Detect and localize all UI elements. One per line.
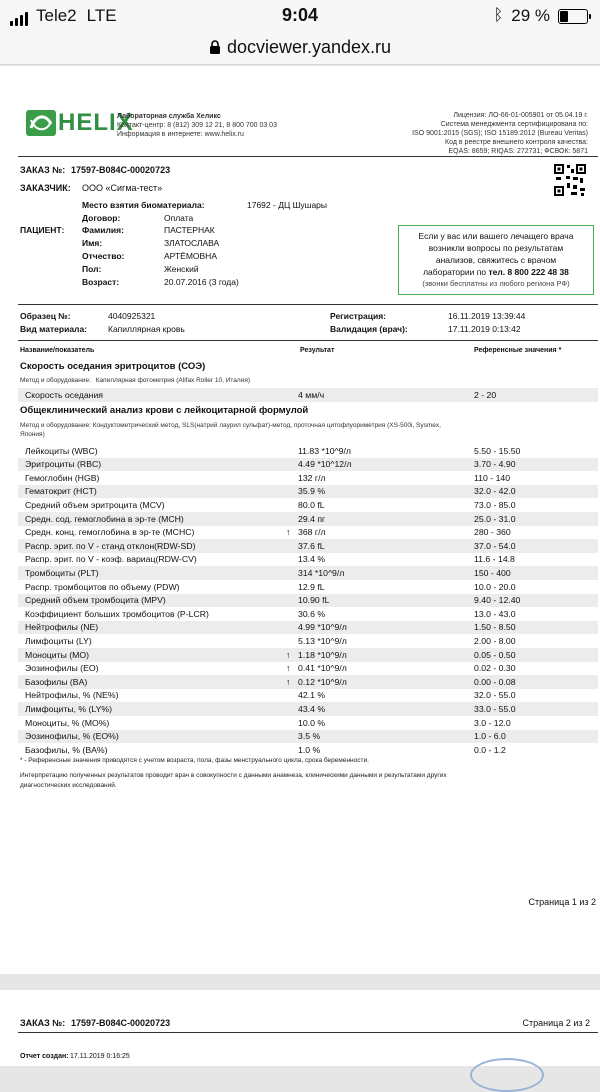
result-row [18, 662, 598, 676]
field-label: Место взятия биоматериала: [82, 200, 205, 210]
test-name: Нейтрофилы, % (NE%) [25, 690, 119, 701]
lab-phone: Контакт-центр: 8 (812) 309 12 21, 8 800 700 03 03 [117, 122, 277, 129]
test-name: Распр. эрит. по V - коэф. вариац(RDW-CV) [25, 554, 197, 565]
test-name: Лимфоциты, % (LY%) [25, 703, 113, 714]
sample-id: 4040925321 [108, 311, 156, 321]
result-value: 35.9 % [298, 486, 326, 497]
result-value: 42.1 % [298, 690, 326, 701]
result-value: 43.4 % [298, 703, 326, 714]
column-name-header: Название/показатель [20, 347, 95, 354]
result-value: 1.18 *10^9/л [298, 649, 347, 660]
test-name: Распр. эрит. по V - станд отклон(RDW-SD) [25, 540, 196, 551]
reference-range: 32.0 - 42.0 [474, 486, 516, 497]
test-name: Средн. сод. гемоглобина в эр-те (MCH) [25, 513, 184, 524]
status-bar [0, 0, 600, 30]
registration-label: Регистрация: [330, 311, 387, 321]
notice-text: (звонки бесплатны из любого региона РФ) [422, 279, 570, 288]
field-label: Фамилия: [82, 225, 124, 235]
validation-value: 17.11.2019 0:13:42 [448, 324, 521, 334]
result-value: 29.4 пг [298, 513, 326, 524]
lab-license [412, 111, 588, 156]
result-row [18, 458, 598, 472]
order-label: ЗАКАЗ №: [20, 165, 66, 175]
url-text: docviewer.yandex.ru [226, 36, 392, 57]
lab-logo-text: HELIX [58, 109, 134, 136]
divider [18, 1032, 598, 1033]
qr-code-icon [553, 163, 587, 197]
order-number: 17597-B084C-00020723 [71, 165, 171, 175]
result-row [18, 648, 598, 662]
esr-section-title: Скорость оседания эритроцитов (СОЭ) [20, 361, 206, 372]
test-name: Скорость оседания [25, 389, 104, 400]
result-row [18, 675, 598, 689]
test-name: Средний объем тромбоцита (MPV) [25, 595, 166, 606]
created-label: Отчет создан: [20, 1053, 69, 1060]
license-line: Система менеджмента сертифицирована по: [440, 121, 588, 128]
order-label: ЗАКАЗ №: [20, 1018, 66, 1028]
result-value: 5.13 *10^9/л [298, 635, 347, 646]
result-value: 0.12 *10^9/л [298, 676, 347, 687]
result-flag: ↑ [286, 676, 291, 687]
field-value: ЗЛАТОСЛАВА [164, 238, 220, 248]
reference-range: 1.50 - 8.50 [474, 622, 516, 633]
stamp-icon [470, 1058, 544, 1092]
test-name: Гемоглобин (HGB) [25, 472, 100, 483]
method-text: Япония) [20, 431, 45, 438]
field-value: 17692 - ДЦ Шушары [247, 200, 328, 210]
result-value: 30.6 % [298, 608, 326, 619]
reference-range: 9.40 - 12.40 [474, 595, 521, 606]
reference-range: 32.0 - 55.0 [474, 690, 516, 701]
method-label: Метод и оборудование: [20, 422, 91, 429]
field-value: АРТЁМОВНА [164, 251, 217, 261]
test-name: Средн. конц. гемоглобина в эр-те (MCHC) [25, 527, 195, 538]
result-row [18, 689, 598, 703]
divider [18, 304, 598, 305]
test-name: Лимфоциты (LY) [25, 635, 92, 646]
result-value: 3.5 % [298, 731, 321, 742]
result-row [18, 743, 598, 757]
test-name: Эозинофилы, % (EO%) [25, 731, 119, 742]
validation-label: Валидация (врач): [330, 324, 408, 334]
result-flag: ↑ [286, 663, 291, 674]
network-type: LTE [86, 6, 117, 25]
result-value: 13.4 % [298, 554, 326, 565]
divider [18, 156, 598, 157]
battery-percent: 29 % [511, 6, 550, 25]
reference-range: 1.0 - 6.0 [474, 731, 506, 742]
license-line: Лицензия: ЛО-66-01-005901 от 05.04.19 г. [453, 112, 588, 119]
result-row [18, 512, 598, 526]
reference-range: 13.0 - 43.0 [474, 608, 516, 619]
result-row [18, 471, 598, 485]
reference-range: 0.05 - 0.50 [474, 649, 516, 660]
test-name: Тромбоциты (PLT) [25, 567, 99, 578]
doctor-notice-box [398, 225, 594, 295]
field-label: Отчество: [82, 251, 125, 261]
field-label: Имя: [82, 238, 103, 248]
cbc-method [20, 421, 441, 439]
result-row [18, 566, 598, 580]
result-row [18, 485, 598, 499]
result-value: 37.6 fL [298, 540, 325, 551]
result-row [18, 716, 598, 730]
battery-icon [558, 9, 588, 24]
column-result-header: Результат [300, 347, 335, 354]
lab-website: Информация в интернете: www.helix.ru [117, 131, 244, 138]
test-name: Распр. тромбоцитов по объему (PDW) [25, 581, 180, 592]
test-name: Моноциты (MO) [25, 649, 90, 660]
registration-value: 16.11.2019 13:39:44 [448, 311, 526, 321]
page-number: Страница 2 из 2 [522, 1018, 590, 1028]
divider [18, 340, 598, 341]
result-row [18, 388, 598, 402]
result-row [18, 580, 598, 594]
column-ref-header: Референсные значения * [474, 347, 562, 354]
lock-icon [209, 40, 221, 55]
result-value: 10.90 fL [298, 595, 330, 606]
notice-text: возникли вопросы по результатам [428, 243, 564, 253]
client-name: ООО «Сигма-тест» [82, 183, 163, 193]
notice-text: анализов, свяжитесь с врачом [435, 255, 557, 265]
reference-range: 0.0 - 1.2 [474, 744, 506, 755]
result-row [18, 526, 598, 540]
reference-range: 5.50 - 15.50 [474, 445, 521, 456]
field-value: ПАСТЕРНАК [164, 225, 215, 235]
result-value: 4.49 *10^12/л [298, 459, 352, 470]
result-row [18, 444, 598, 458]
material-label: Вид материала: [20, 324, 88, 334]
result-value: 4.99 *10^9/л [298, 622, 347, 633]
sample-id-label: Образец №: [20, 311, 71, 321]
carrier-name: Tele2 [36, 6, 77, 25]
reference-range: 110 - 140 [474, 472, 511, 483]
license-line: ISO 9001:2015 (SGS); ISO 15189:2012 (Bureau Veritas) [412, 130, 588, 137]
test-name: Эозинофилы (EO) [25, 663, 99, 674]
test-name: Нейтрофилы (NE) [25, 622, 99, 633]
result-row [18, 594, 598, 608]
reference-range: 0.00 - 0.08 [474, 676, 516, 687]
result-row [18, 498, 598, 512]
result-row [18, 730, 598, 744]
reference-range: 280 - 360 [474, 527, 511, 538]
interpretation-text: Интерпретацию полученных результатов проводит врач в совокупности с данными анамнеза, клиническими данными и результатами других [20, 772, 447, 779]
result-value: 80.0 fL [298, 499, 325, 510]
method-text: Кондуктометрический метод, SLS(натрий лаурил сульфат)-метод, проточная цитофлуориметрия (XS-500i, Sysmex, [92, 422, 441, 429]
reference-range: 2.00 - 8.00 [474, 635, 516, 646]
test-name: Эритроциты (RBC) [25, 459, 102, 470]
lab-contacts [117, 112, 277, 139]
result-row [18, 539, 598, 553]
reference-range: 73.0 - 85.0 [474, 499, 516, 510]
reference-range: 2 - 20 [474, 389, 497, 400]
result-value: 314 *10^9/л [298, 567, 345, 578]
result-value: 368 г/л [298, 527, 326, 538]
field-value: Женский [164, 264, 199, 274]
method-text: Капиллярная фотометрия (Alifax Roller 10, Италия) [95, 377, 251, 384]
document-page-2 [0, 990, 600, 1066]
document-page-1 [0, 66, 600, 974]
reference-range: 3.70 - 4.90 [474, 459, 516, 470]
test-name: Лейкоциты (WBC) [25, 445, 98, 456]
field-value: 20.07.2016 (3 года) [164, 277, 239, 287]
interpretation-text: диагностических исследований. [20, 782, 117, 789]
helix-logo-icon [26, 110, 56, 136]
result-value: 4 мм/ч [298, 389, 325, 400]
result-value: 1.0 % [298, 744, 321, 755]
result-value: 11.83 *10^9/л [298, 445, 351, 456]
notice-text: Если у вас или вашего лечащего врача [418, 231, 574, 241]
notice-phone: тел. 8 800 222 48 38 [488, 267, 569, 277]
field-value: Оплата [164, 213, 194, 223]
reference-range: 37.0 - 54.0 [474, 540, 516, 551]
test-name: Средний объем эритроцита (MCV) [25, 499, 165, 510]
field-label: Пол: [82, 264, 102, 274]
result-value: 0.41 *10^9/л [298, 663, 347, 674]
bluetooth-icon: ᛒ [493, 7, 504, 24]
address-bar[interactable] [0, 30, 600, 65]
test-name: Коэффициент больших тромбоцитов (P-LCR) [25, 608, 209, 619]
result-row [18, 621, 598, 635]
field-label: Возраст: [82, 277, 120, 287]
material-value: Капиллярная кровь [108, 324, 185, 334]
test-name: Базофилы (BA) [25, 676, 88, 687]
result-flag: ↑ [286, 527, 291, 538]
reference-range: 150 - 400 [474, 567, 511, 578]
method-label: Метод и оборудование: [20, 377, 91, 384]
interpretation-note [20, 771, 447, 791]
lab-name: Лабораторная служба Хеликс [117, 113, 221, 120]
result-row [18, 607, 598, 621]
result-row [18, 634, 598, 648]
ref-footnote: * - Референсные значения приводятся с учетом возраста, пола, фазы менструального цикла, срока беременности. [20, 757, 369, 764]
test-name: Гематокрит (HCT) [25, 486, 97, 497]
esr-method [20, 377, 250, 384]
reference-range: 3.0 - 12.0 [474, 717, 511, 728]
cbc-section-title: Общеклинический анализ крови с лейкоцитарной формулой [20, 405, 309, 416]
result-row [18, 702, 598, 716]
patient-label: ПАЦИЕНТ: [20, 225, 65, 235]
notice-text: лаборатории по [423, 267, 487, 277]
page-number: Страница 1 из 2 [528, 897, 596, 907]
reference-range: 10.0 - 20.0 [474, 581, 516, 592]
result-value: 12.9 fL [298, 581, 325, 592]
license-line: Код в реестре внешнего контроля качества: [445, 139, 588, 146]
license-line: EQAS: 8659; RIQAS: 272731; ФСВОК: 5871 [448, 148, 588, 155]
field-label: Договор: [82, 213, 121, 223]
client-label: ЗАКАЗЧИК: [20, 183, 71, 193]
clock: 9:04 [281, 5, 319, 25]
result-flag: ↑ [286, 649, 291, 660]
reference-range: 33.0 - 55.0 [474, 703, 516, 714]
reference-range: 0.02 - 0.30 [474, 663, 516, 674]
created-value: 17.11.2019 0:16:25 [70, 1053, 130, 1060]
result-value: 10.0 % [298, 717, 326, 728]
reference-range: 11.6 - 14.8 [474, 554, 515, 565]
result-value: 132 г/л [298, 472, 326, 483]
order-number: 17597-B084C-00020723 [71, 1018, 171, 1028]
result-row [18, 553, 598, 567]
reference-range: 25.0 - 31.0 [474, 513, 516, 524]
test-name: Базофилы, % (BA%) [25, 744, 108, 755]
test-name: Моноциты, % (MO%) [25, 717, 110, 728]
